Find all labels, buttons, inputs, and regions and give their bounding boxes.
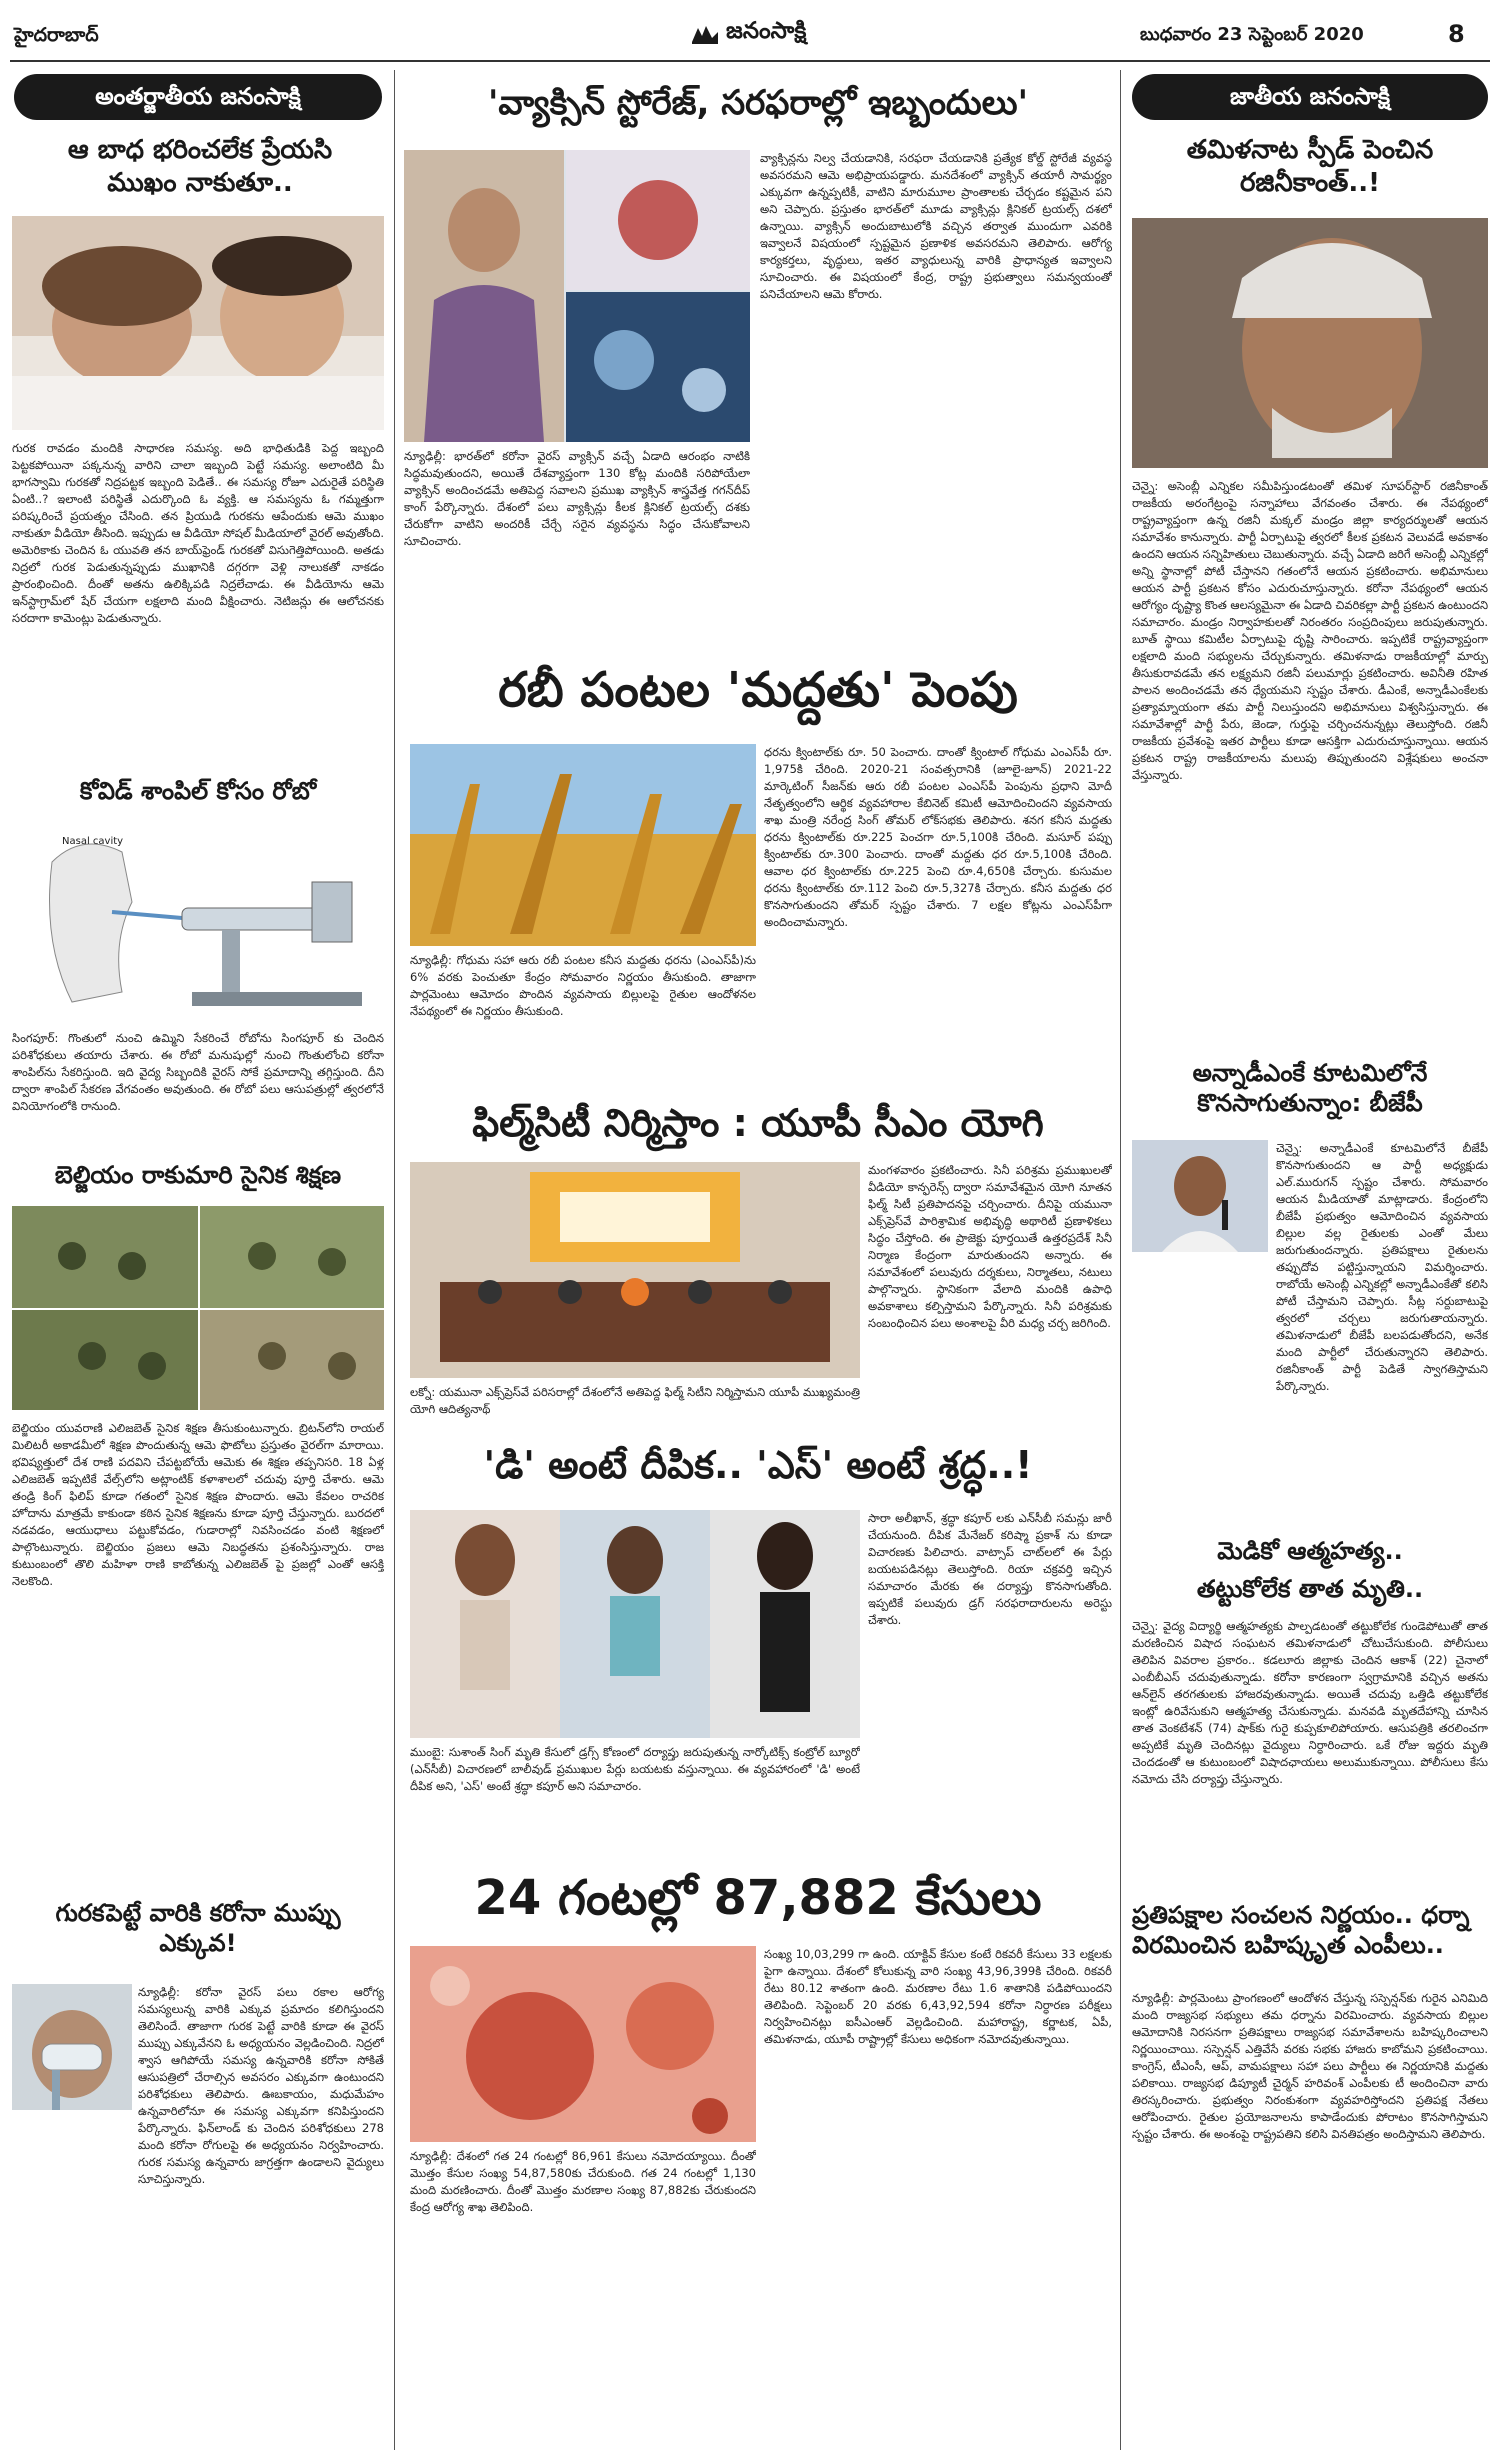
- left-story1-body: గురక రావడం మందికి సాధారణ సమస్య. అది భాధితుడికి పెద్ద ఇబ్బంది పెట్టకపోయినా పక్కనున్న వారిని చాలా ఇబ్బంది పెట్టే సమస్య. అలాంటిది మీ భాగస్వామి గురకతో నిద్రపట్టక ఇబ్బంది పెడితే.. ఈ సమస్య రోజూ ఎదురైతే పరిస్థితి ఏంటి..? ఇలాంటి పరిస్థితే ఎదుర్కొంది ఓ వ్యక్తి. ఆ సమస్యను ఓ గమ్మత్తుగా పరిష్కరించే ప్రయత్నం చేసింది. తన ప్రియుడి గురకను ఆపేందుకు ఆమె ముఖం నాకుతూ వీడియో తీసింది. ఇప్పుడు ఆ వీడియో సోషల్ మీడియాలో వైరల్ అవుతోంది. అమెరికాకు చెందిన ఓ యువతి తన బాయ్‌ఫ్రెండ్ గురకతో విసుగెత్తిపోయింది. అతడు నిద్రలో గురక పెడుతున్నప్పుడు ముఖానికి దగ్గరగా వెళ్లి నాలుకతో నాకడం ప్రారంభించింది. దీంతో అతను ఉలిక్కిపడి నిద్రలేచాడు. ఈ వీడియోను ఆమె ఇన్‌స్టాగ్రామ్‌లో షేర్ చేయగా లక్షలాది మంది వీక్షించారు. నెటిజన్లు ఈ ఆలోచనకు సరదాగా కామెంట్లు పెడుతున్నారు.: [12, 441, 384, 625]
- film-caption: లక్నో: యమునా ఎక్స్‌ప్రెస్‌వే పరిసరాల్లో దేశంలోనే అతిపెద్ద ఫిల్మ్ సిటీని నిర్మిస్తామని యూపీ ముఖ్యమంత్రి యోగి ఆదిత్యనాథ్: [410, 1385, 860, 1416]
- rabi-body: ధరను క్వింటాల్‌కు రూ. 50 పెంచారు. దాంతో క్వింటాల్ గోధుమ ఎంఎస్‌పీ రూ. 1,975కి చేరింది. 2020-21 సంవత్సరానికి (జూలై-జూన్) 2021-22 మార్కెటింగ్ సీజన్‌కు ఆరు రబీ పంటల ఎంఎస్‌పీ పెంపును ప్రధాని మోదీ నేతృత్వంలోని ఆర్థిక వ్యవహారాల కేబినెట్ కమిటీ ఆమోదించిందని వ్యవసాయ శాఖ మంత్రి నరేంద్ర సింగ్ తోమర్ లోక్‌సభకు తెలిపారు. శనగ కనీస మద్దతు ధరను క్వింటాల్‌కు రూ.225 పెంచగా రూ.5,100కి చేరింది. మసూర్ పప్పు క్వింటాల్‌కు రూ.300 పెంచారు. దాంతో మద్దతు ధర రూ.5,100కి చేరింది. ఆవాల ధర క్వింటాల్‌కు రూ.225 పెంచి రూ.4,650కి చేర్చారు. కుసుమల ధరను క్వింటాల్‌కు రూ.112 పెంచి రూ.5,327కి చేర్చారు. కనీస మద్దతు ధర కొనసాగుతుందని తోమర్ స్పష్టం చేశారు. 7 లక్షల కోట్లను ఎంఎస్‌పీగా అందించామన్నారు.: [764, 745, 1112, 929]
- nasal-cavity-label: Nasal cavity: [62, 836, 124, 847]
- deepika-body: సారా అలీఖాన్, శ్రద్ధా కపూర్ లకు ఎన్‌సీబీ సమన్లు జారీ చేయనుంది. దీపిక మేనేజర్ కరిష్మా ప్రకాశ్ ను కూడా విచారణకు పిలిచారు. వాట్సాప్ చాట్‌లలో ఈ పేర్లు బయటపడినట్లు తెలుస్తోంది. రియా చక్రవర్తి ఇచ్చిన సమాచారం మేరకు ఈ దర్యాప్తు కొనసాగుతోంది. ఇప్పటికే పలువురు డ్రగ్ సరఫరాదారులను అరెస్టు చేశారు.: [868, 1511, 1112, 1627]
- deepika-caption: ముంబై: సుశాంత్ సింగ్ మృతి కేసులో డ్రగ్స్ కోణంలో దర్యాప్తు జరుపుతున్న నార్కోటిక్స్ కంట్రోల్ బ్యూరో (ఎన్‌సీబీ) విచారణలో బాలీవుడ్ ప్రముఖుల పేర్లు బయటకు వస్తున్నాయి. ఈ వ్యవహారంలో 'డి' అంటే దీపిక అని, 'ఎస్' అంటే శ్రద్ధా కపూర్ అని సమాచారం.: [410, 1745, 860, 1793]
- deepika-photo: [410, 1510, 860, 1738]
- left-story4-body: న్యూఢిల్లీ: కరోనా వైరస్ పలు రకాల ఆరోగ్య సమస్యలున్న వారికి ఎక్కువ ప్రమాదం కలిగిస్తుందని తెలిసిందే. తాజాగా గురక పెట్టే వారికి కూడా ఈ వైరస్ ముప్పు ఎక్కువేనని ఓ అధ్యయనం వెల్లడించింది. నిద్రలో శ్వాస ఆగిపోయే సమస్య ఉన్నవారికి కరోనా సోకితే ఆసుపత్రిలో చేరాల్సిన అవసరం ఎక్కువగా ఉంటుందని పరిశోధకులు తెలిపారు. ఊబకాయం, మధుమేహం ఉన్నవారిలోనూ ఈ సమస్య ఎక్కువగా కనిపిస్తుందని పేర్కొన్నారు. ఫిన్‌లాండ్ కు చెందిన పరిశోధకులు 278 మంది కరోనా రోగులపై ఈ అధ్యయనం నిర్వహించారు. గురక సమస్య ఉన్నవారు జాగ్రత్తగా ఉండాలని వైద్యులు సూచిస్తున్నారు.: [138, 1985, 384, 2186]
- right-story4-headline: ప్రతిపక్షాల సంచలన నిర్ణయం.. ధర్నా విరమించిన బహిష్కృత ఎంపీలు..: [1132, 1901, 1470, 1959]
- cases-body: సంఖ్య 10,03,299 గా ఉంది. యాక్టివ్ కేసుల కంటే రికవరీ కేసులు 33 లక్షలకు పైగా ఉన్నాయి. దేశంలో కోలుకున్న వారి సంఖ్య 43,96,399కి చేరింది. రికవరీ రేటు 80.12 శాతంగా ఉంది. మరణాల రేటు 1.6 శాతానికి పడిపోయిందని తెలిపింది. సెప్టెంబర్ 20 వరకు 6,43,92,594 కరోనా నిర్ధారణ పరీక్షలు నిర్వహించినట్లు ఐసీఎంఆర్ వెల్లడించింది. మహారాష్ట్ర, కర్ణాటక, ఏపీ, తమిళనాడు, యూపీ రాష్ట్రాల్లో కేసులు అధికంగా నమోదవుతున్నాయి.: [764, 1947, 1112, 2046]
- film-photo: [410, 1162, 860, 1378]
- masthead-logo: [690, 18, 806, 50]
- right-story3-headline: మెడికో ఆత్మహత్య..: [1217, 1537, 1403, 1565]
- cases-headline: 24 గంటల్లో 87,882 కేసులు: [474, 1870, 1042, 1926]
- right-story3-body: చెన్నై: వైద్య విద్యార్థి ఆత్మహత్యకు పాల్పడటంతో తట్టుకోలేక గుండెపోటుతో తాత మరణించిన విషాద సంఘటన తమిళనాడులో చోటుచేసుకుంది. పోలీసులు తెలిపిన వివరాల ప్రకారం.. కడలూరు జిల్లాకు చెందిన ఆకాశ్ (22) చైనాలో ఎంబీబీఎస్ చదువుతున్నాడు. కరోనా కారణంగా స్వగ్రామానికి వచ్చిన అతను ఆన్‌లైన్ తరగతులకు హాజరవుతున్నాడు. అయితే చదువు ఒత్తిడి తట్టుకోలేక ఇంట్లో ఉరివేసుకుని ఆత్మహత్య చేసుకున్నాడు. మనవడి మృతదేహాన్ని చూసిన తాత వెంకటేశన్ (74) షాక్‌కు గురై కుప్పకూలిపోయారు. ఆసుపత్రికి తరలించగా అప్పటికే మృతి చెందినట్లు వైద్యులు నిర్ధారించారు. ఒకే రోజు ఇద్దరు మృతి చెందడంతో ఆ కుటుంబంలో విషాదఛాయలు అలుముకున్నాయి. పోలీసులు కేసు నమోదు చేసి దర్యాప్తు చేస్తున్నారు.: [1132, 1619, 1488, 1786]
- rabi-photo: [410, 744, 756, 946]
- right-story1-body: చెన్నై: అసెంబ్లీ ఎన్నికల సమీపిస్తుండటంతో తమిళ సూపర్‌స్టార్ రజినీకాంత్ రాజకీయ అరంగేట్రంపై సన్నాహాలు వేగవంతం చేశారు. ఈ నేపథ్యంలో రాష్ట్రవ్యాప్తంగా ఉన్న రజినీ మక్కల్ మండ్రం జిల్లా కార్యదర్శులతో ఆయన సమావేశం కానున్నారు. పార్టీ ఏర్పాటుపై త్వరలో కీలక ప్రకటన వెలువడే అవకాశం ఉందని ఆయన సన్నిహితులు చెబుతున్నారు. వచ్చే ఏడాది జరిగే అసెంబ్లీ ఎన్నికల్లో అన్ని స్థానాల్లో పోటీ చేస్తానని గతంలోనే ఆయన ప్రకటించారు. అభిమానులు ఆయన పార్టీ ప్రకటన కోసం ఎదురుచూస్తున్నారు. కరోనా నేపథ్యంలో ఆయన ఆరోగ్యం దృష్ట్యా కొంత ఆలస్యమైనా ఈ ఏడాది చివరికల్లా పార్టీ ప్రకటన ఉంటుందని సమాచారం. మండ్రం నిర్వాహకులతో నిరంతరం సంప్రదింపులు జరుపుతున్నారు. బూత్ స్థాయి కమిటీల ఏర్పాటుపై దృష్టి సారించారు. ఇప్పటికే రాష్ట్రవ్యాప్తంగా లక్షలాది మంది సభ్యులను చేర్చుకున్నారు. తమిళనాడు రాజకీయాల్లో మార్పు తీసుకురావడమే తన లక్ష్యమని రజినీ పలుమార్లు ప్రకటించారు. అవినీతి రహిత పాలన అందించడమే తన ధ్యేయమని స్పష్టం చేశారు. డీఎంకే, అన్నాడీఎంకేలకు ప్రత్యామ్నాయంగా తమ పార్టీ నిలుస్తుందని అభిమానులు విశ్వసిస్తున్నారు. ఈ సమావేశాల్లో పార్టీ పేరు, జెండా, గుర్తుపై చర్చించనున్నట్లు తెలుస్తోంది. రజినీ రాజకీయ ప్రవేశంపై ఇతర పార్టీలు కూడా ఆసక్తిగా ఎదురుచూస్తున్నాయి. ఆయన ప్రకటన రాష్ట్ర రాజకీయాలను మలుపు తిప్పుతుందని విశ్లేషకులు అంచనా వేస్తున్నారు.: [1132, 479, 1488, 782]
- lead-body: వ్యాక్సిన్లను నిల్వ చేయడానికి, సరఫరా చేయడానికి ప్రత్యేక కోల్డ్ స్టోరేజీ వ్యవస్థ అవసరమని ఆమె అభిప్రాయపడ్డారు. మనదేశంలో వ్యాక్సిన్ తయారీ సామర్థ్యం ఎక్కువగా ఉన్నప్పటికీ, వాటిని మారుమూల ప్రాంతాలకు చేర్చడం కష్టమైన పని అని చెప్పారు. ప్రస్తుతం భారత్‌లో మూడు వ్యాక్సిన్లు క్లినికల్ ట్రయల్స్ దశలో ఉన్నాయి. వ్యాక్సిన్ అందుబాటులోకి వచ్చిన తర్వాత ముందుగా ఎవరికి ఇవ్వాలనే విషయంలో స్పష్టమైన ప్రణాళిక అవసరమని తెలిపారు. ఆరోగ్య కార్యకర్తలు, వృద్ధులు, ఇతర వ్యాధులున్న వారికి ప్రాధాన్యత ఇవ్వాలని సూచించారు. ఈ విషయంలో కేంద్ర, రాష్ట్ర ప్రభుత్వాలు సమన్వయంతో పనిచేయాలని ఆమె కోరారు.: [760, 151, 1112, 301]
- cases-caption: న్యూఢిల్లీ: దేశంలో గత 24 గంటల్లో 86,961 కేసులు నమోదయ్యాయి. దీంతో మొత్తం కేసుల సంఖ్య 54,87,580కు చేరుకుంది. గత 24 గంటల్లో 1,130 మంది మరణించారు. దీంతో మొత్తం మరణాల సంఖ్య 87,882కు చేరుకుందని కేంద్ర ఆరోగ్య శాఖ తెలిపింది.: [410, 2149, 756, 2214]
- right-story1-photo: [1132, 218, 1488, 468]
- left-story2-body: సింగపూర్: గొంతులో నుంచి ఉమ్మిని సేకరించే రోబోను సింగపూర్ కు చెందిన పరిశోధకులు తయారు చేశారు. ఈ రోబో మనుషుల్లో నుంచి గొంతులోంచి కరోనా శాంపిల్‌ను సేకరిస్తుంది. ఇది వైద్య సిబ్బందికి వైరస్ సోకే ప్రమాదాన్ని తగ్గిస్తుంది. దీని ద్వారా శాంపిల్ సేకరణ వేగవంతం అవుతుంది. ఈ రోబో పలు ఆసుపత్రుల్లో త్వరలోనే వినియోగంలోకి రానుంది.: [12, 1031, 384, 1113]
- masthead-city: హైదరాబాద్: [14, 24, 99, 46]
- left-story3-body: బెల్జియం యువరాణి ఎలిజబెత్ సైనిక శిక్షణ తీసుకుంటున్నారు. బ్రిటన్‌లోని రాయల్ మిలిటరీ అకాడమీలో శిక్షణ పొందుతున్న ఆమె ఫొటోలు ప్రస్తుతం వైరల్‌గా మారాయి. భవిష్యత్తులో దేశ రాణి పదవిని చేపట్టబోయే ఆమెకు ఈ శిక్షణ తప్పనిసరి. 18 ఏళ్ల ఎలిజబెత్ ఇప్పటికే వేల్స్‌లోని అట్లాంటిక్ కళాశాలలో చదువు పూర్తి చేశారు. ఆమె తండ్రి కింగ్ ఫిలిప్ కూడా గతంలో సైనిక శిక్షణ పొందారు. ఆమె కేవలం రాచరిక హోదాను మాత్రమే కాకుండా కఠిన సైనిక శిక్షణను కూడా పూర్తి చేస్తున్నారు. బురదలో నడవడం, ఆయుధాలు పట్టుకోవడం, గుడారాల్లో నివసించడం వంటి శిక్షణలో పాల్గొంటున్నారు. బెల్జియం ప్రజలు ఆమె నిబద్ధతను ప్రశంసిస్తున్నారు. రాజ కుటుంబంలో తొలి మహిళా రాణి కాబోతున్న ఎలిజబెత్ పై ప్రజల్లో ఎంతో ఆసక్తి నెలకొంది.: [12, 1421, 384, 1588]
- lead-caption: న్యూఢిల్లీ: భారత్‌లో కరోనా వైరస్ వ్యాక్సిన్ వచ్చే ఏడాది ఆరంభం నాటికి సిద్ధమవుతుందని, అయితే దేశవ్యాప్తంగా 130 కోట్ల మందికి సరిపోయేలా వ్యాక్సిన్ అందించడమే అతిపెద్ద సవాలని ప్రముఖ వ్యాక్సిన్ శాస్త్రవేత్త గగన్‌దీప్ కాంగ్ పేర్కొన్నారు. దేశంలో పలు వ్యాక్సిన్లు కీలక క్లినికల్ ట్రయల్స్ దశకు చేరుకోగా వాటిని అందరికీ చేర్చే సరైన వ్యవస్థను సిద్ధం చేసుకోవాలని సూచించారు.: [404, 449, 750, 548]
- film-body: మంగళవారం ప్రకటించారు. సినీ పరిశ్రమ ప్రముఖులతో వీడియో కాన్ఫరెన్స్ ద్వారా సమావేశమైన యోగి నూతన ఫిల్మ్ సిటీ ప్రతిపాదనపై చర్చించారు. దీనిపై యమునా ఎక్స్‌ప్రెస్‌వే పారిశ్రామిక అభివృద్ధి అథారిటీ ప్రణాళికలు సిద్ధం చేస్తోంది. ఈ ప్రాజెక్టు పూర్తయితే ఉత్తరప్రదేశ్ సినీ నిర్మాణ కేంద్రంగా మారుతుందని అన్నారు. ఈ సమావేశంలో పలువురు దర్శకులు, నిర్మాతలు, నటులు పాల్గొన్నారు. స్థానికంగా వేలాది మందికి ఉపాధి అవకాశాలు కల్పిస్తామని పేర్కొన్నారు. సినీ పరిశ్రమకు సంబంధించిన పలు అంశాలపై వీరి మధ్య చర్చ జరిగింది.: [868, 1163, 1112, 1330]
- left-story3-photos: [12, 1206, 384, 1410]
- right-story1-headline: తమిళనాట స్పీడ్ పెంచిన రజినీకాంత్..!: [1186, 135, 1434, 198]
- left-story2-headline: కోవిడ్ శాంపిల్ కోసం రోబో: [79, 777, 317, 805]
- column-divider-left: [394, 70, 395, 2450]
- lead-photo: [404, 150, 750, 442]
- section-pill-international: అంతర్జాతీయ జనంసాక్షి: [14, 74, 382, 120]
- masthead-paper: జనంసాక్షి: [726, 18, 807, 44]
- paper-logo-icon: [690, 22, 720, 46]
- section-pill-national: జాతీయ జనంసాక్షి: [1132, 74, 1488, 120]
- left-story1-headline: ఆ బాధ భరించలేక ప్రేయసి ముఖం నాకుతూ..: [67, 135, 333, 198]
- left-story1-photo: [12, 216, 384, 430]
- right-story2-body: చెన్నై: అన్నాడీఎంకే కూటమిలోనే బీజేపీ కొనసాగుతుందని ఆ పార్టీ అధ్యక్షుడు ఎల్.మురుగన్ స్పష్టం చేశారు. సోమవారం ఆయన మీడియాతో మాట్లాడారు. కేంద్రంలోని బీజేపీ ప్రభుత్వం ఆమోదించిన వ్యవసాయ బిల్లుల వల్ల రైతులకు ఎంతో మేలు జరుగుతుందన్నారు. ప్రతిపక్షాలు రైతులను తప్పుదోవ పట్టిస్తున్నాయని విమర్శించారు. రాబోయే అసెంబ్లీ ఎన్నికల్లో అన్నాడీఎంకేతో కలిసి పోటీ చేస్తామని చెప్పారు. సీట్ల సర్దుబాటుపై త్వరలో చర్చలు జరుగుతాయన్నారు. తమిళనాడులో బీజేపీ బలపడుతోందని, అనేక మంది పార్టీలో చేరుతున్నారని తెలిపారు. రజినీకాంత్ పార్టీ పెడితే స్వాగతిస్తామని పేర్కొన్నారు.: [1276, 1141, 1488, 1393]
- left-story4-headline: గురకపెట్టే వారికి కరోనా ముప్పు ఎక్కువ!: [55, 1899, 341, 1957]
- lead-headline: 'వ్యాక్సిన్ స్టోరేజ్, సరఫరాల్లో ఇబ్బందులు': [488, 83, 1028, 123]
- right-story3-headline-2: తట్టుకోలేక తాత మృతి..: [1196, 1575, 1424, 1603]
- right-story4-body: న్యూఢిల్లీ: పార్లమెంటు ప్రాంగణంలో ఆందోళన చేస్తున్న సస్పెన్షన్‌కు గురైన ఎనిమిది మంది రాజ్యసభ సభ్యులు తమ ధర్నాను విరమించారు. వ్యవసాయ బిల్లుల ఆమోదానికి నిరసనగా ప్రతిపక్షాలు రాజ్యసభ సమావేశాలను బహిష్కరించాలని నిర్ణయించాయి. సస్పెన్షన్ ఎత్తివేసే వరకు సభకు హాజరు కాబోమని ప్రకటించాయి. కాంగ్రెస్, టీఎంసీ, ఆప్, వామపక్షాలు సహా పలు పార్టీలు ఈ నిర్ణయానికి మద్దతు పలికాయి. రాజ్యసభ డిప్యూటీ చైర్మన్ హరివంశ్ ఎంపీలకు టీ అందించినా వారు తిరస్కరించారు. ప్రభుత్వం నిరంకుశంగా వ్యవహరిస్తోందని ప్రతిపక్ష నేతలు ఆరోపించారు. రైతుల ప్రయోజనాలను కాపాడేందుకు పోరాటం కొనసాగిస్తామని స్పష్టం చేశారు. ఈ అంశంపై రాష్ట్రపతిని కలిసి వినతిపత్రం అందిస్తామని తెలిపారు.: [1132, 1991, 1488, 2141]
- left-story2-diagram: [12, 822, 384, 1022]
- column-divider-right: [1120, 70, 1121, 2450]
- cases-photo: [410, 1946, 756, 2142]
- right-story2-headline: అన్నాడీఎంకే కూటమిలోనే కొనసాగుతున్నాం: బీజేపీ: [1192, 1059, 1428, 1117]
- masthead-date: బుధవారం 23 సెప్టెంబర్ 2020: [1140, 24, 1364, 45]
- left-story3-headline: బెల్జియం రాకుమారి సైనిక శిక్షణ: [54, 1161, 342, 1189]
- right-story2-photo: [1132, 1140, 1268, 1252]
- rabi-caption: న్యూఢిల్లీ: గోధుమ సహా ఆరు రబీ పంటల కనీస మద్దతు ధరను (ఎంఎస్‌పీ)ను 6% వరకు పెంచుతూ కేంద్రం సోమవారం నిర్ణయం తీసుకుంది. తాజాగా పార్లమెంటు ఆమోదం పొందిన వ్యవసాయ బిల్లులపై రైతుల ఆందోళనల నేపథ్యంలో ఈ నిర్ణయం తీసుకుంది.: [410, 953, 756, 1018]
- rabi-headline: రబీ పంటల 'మద్దతు' పెంపు: [498, 662, 1018, 718]
- masthead-rule: [10, 60, 1490, 62]
- left-story4-photo: [12, 1984, 132, 2110]
- page-number: 8: [1448, 20, 1465, 48]
- deepika-headline: 'డి' అంటే దీపిక.. 'ఎస్' అంటే శ్రద్ధ..!: [483, 1443, 1033, 1487]
- film-headline: ఫిల్మ్‌సిటీ నిర్మిస్తాం : యూపీ సీఎం యోగి: [472, 1101, 1044, 1145]
